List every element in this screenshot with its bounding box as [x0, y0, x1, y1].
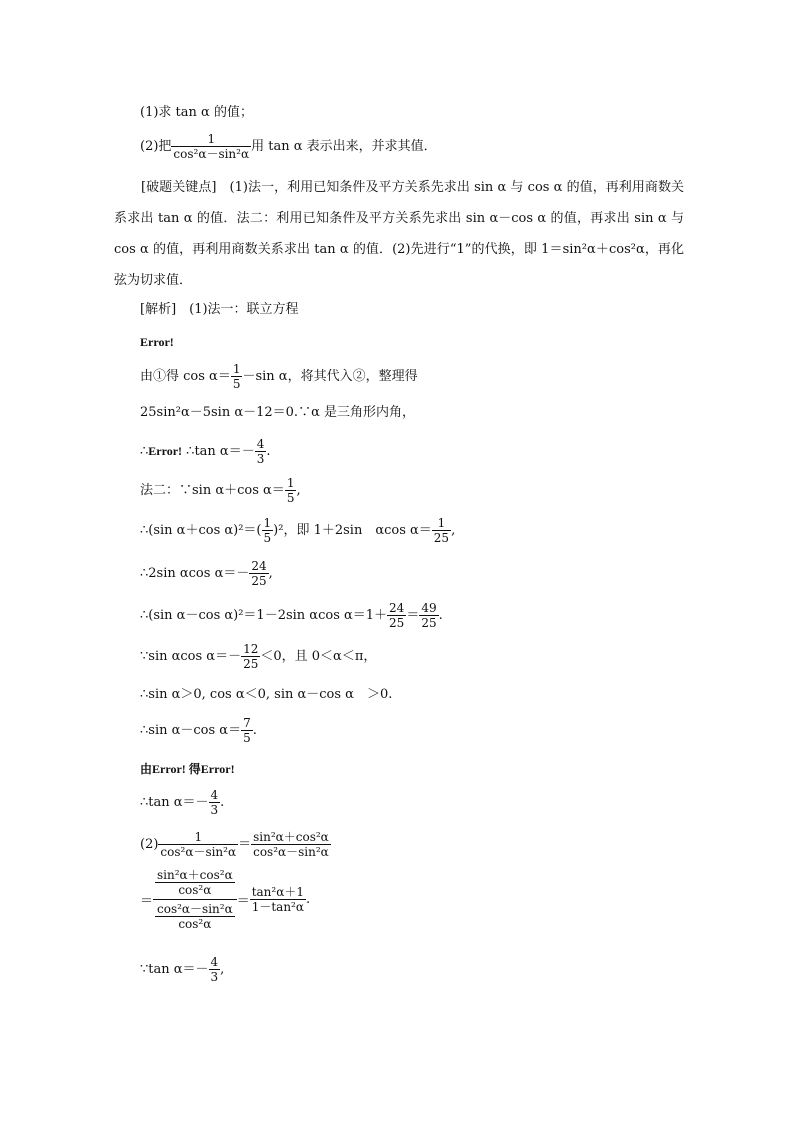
fraction: $\frac{1}{5}$ [286, 476, 295, 505]
fraction: $\frac{1}{5}$ [263, 516, 272, 545]
fraction: $\frac{4}{3}$ [256, 437, 265, 466]
solution-line: 由Error! 得Error! [140, 762, 235, 776]
solution-line: ∴(sin α＋cos α)²＝( $\frac{1}{5}$ )²，即 1＋2sin αcos α＝ $\frac{1}{25}$ , [140, 516, 456, 545]
fraction: $\frac{\text{tan²α＋1}}{\text{1－tan²α}}$ [251, 885, 304, 914]
fraction: $\frac{4}{3}$ [210, 788, 219, 817]
fraction: $\frac{12}{25}$ [243, 642, 259, 671]
key-points-paragraph: [破题关键点] (1)法一，利用已知条件及平方关系先求出 sin α 与 cos α 的值，再利用商数关系求出 tan α 的值．法二：利用已知条件及平方关系先求出 sin α－cos α 的值，再求出 sin α 与 cos α 的值，再利用商数关系求出 tan α 的值．(2)先进行“1”的代换，即 1＝sin²α＋cos²α，再化弦为切求值． [114, 180, 685, 288]
fraction: $\frac{1}{25}$ [433, 516, 450, 545]
fraction: $\frac{1}{5}$ [232, 362, 241, 391]
solution-line: 由①得 cos α＝ $\frac{1}{5}$ －sin α，将其代入②，整理得 [140, 362, 418, 391]
error-field: Error! [140, 335, 174, 349]
fraction: $\frac{\text{sin²α＋cos²α}}{\text{cos²α－sin²α}}$ [253, 830, 329, 859]
solution-line: ∴tan α＝－ $\frac{4}{3}$ . [140, 788, 225, 817]
fraction: $\frac{24}{25}$ [251, 559, 267, 588]
compound-fraction: $\frac{\frac{\text{sin²α＋cos²α}}{\text{cos²α}}}{\frac{\text{cos²α－sin²α}}{\text{cos²α}}}$ [153, 868, 237, 931]
analysis-heading: [解析] (1)法一：联立方程 [140, 302, 299, 317]
question-2-suffix: 用 tan α 表示出来，并求其值． [251, 139, 437, 154]
fraction: $\frac{24}{25}$ [389, 601, 405, 630]
fraction: $\frac{4}{3}$ [210, 955, 219, 984]
fraction: $\frac{1}{\text{cos²α－sin²α}}$ [160, 830, 237, 859]
compound-fraction-line: ＝ $\frac{\frac{\text{sin²α＋cos²α}}{\text{cos²α}}}{\frac{\text{cos²α－sin²α}}{\text{cos²α}}}$ ＝ $\frac{\text{tan²α＋1}}{\text{1－tan²α}}$ . [140, 868, 311, 931]
solution-line: ∴2sin αcos α＝－ $\frac{24}{25}$ , [140, 559, 273, 588]
solution-line: ∴Error! ∴tan α＝－ $\frac{4}{3}$ . [140, 437, 271, 466]
solution-line: ∴(sin α－cos α)²＝1－2sin αcos α＝1＋ $\frac{24}{25}$ ＝ $\frac{49}{25}$ . [140, 601, 443, 630]
question-2-prefix: (2)把 [140, 139, 172, 154]
solution-line: ∴sin α－cos α＝ $\frac{7}{5}$ . [140, 716, 257, 745]
part-2-line: (2) $\frac{1}{\text{cos²α－sin²α}}$ ＝ $\frac{\text{sin²α＋cos²α}}{\text{cos²α－sin²α}}$ [140, 830, 329, 859]
solution-line: 25sin²α－5sin α－12＝0.∵α 是三角形内角， [140, 405, 415, 420]
solution-line: 法二：∵sin α＋cos α＝ $\frac{1}{5}$ , [140, 476, 301, 505]
question-2-fraction: $\frac{1}{\text{cos²α－sin²α}}$ [173, 132, 250, 161]
solution-line: ∵tan α＝－ $\frac{4}{3}$ , [140, 955, 225, 984]
solution-line: ∴sin α＞0, cos α＜0, sin α－cos α ＞0. [140, 687, 393, 702]
fraction: $\frac{49}{25}$ [421, 601, 437, 630]
question-1: (1)求 tan α 的值； [140, 105, 253, 120]
question-2 [140, 132, 437, 161]
solution-line: ∵sin αcos α＝－ $\frac{12}{25}$ ＜0，且 0＜α＜π， [140, 642, 377, 671]
fraction: $\frac{7}{5}$ [243, 716, 251, 745]
